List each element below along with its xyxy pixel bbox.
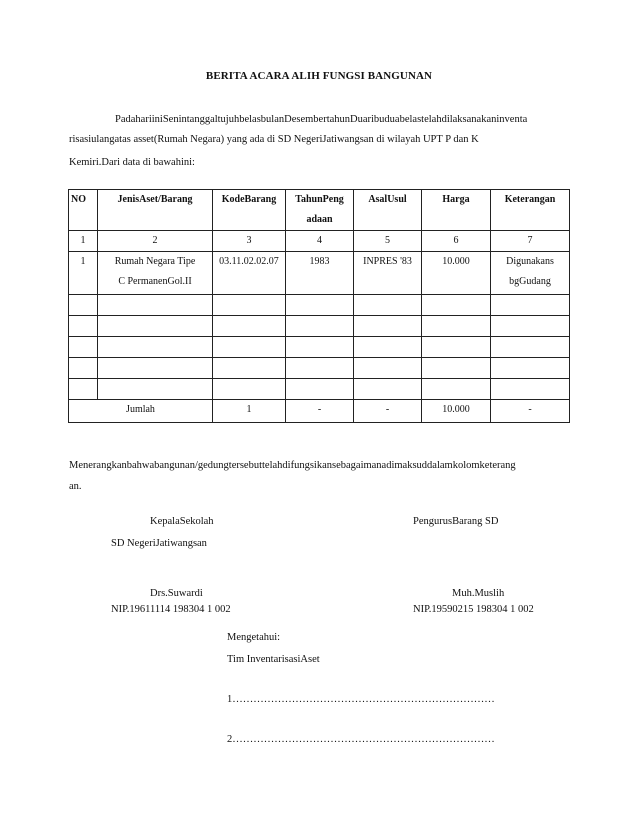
cell-no: 1 [69, 252, 98, 295]
cell-tahun: 1983 [286, 252, 354, 295]
acknowledge-label: Mengetahui: [227, 632, 281, 643]
total-asal: - [354, 400, 422, 423]
cell-jenis [98, 252, 213, 295]
col-number: 5 [354, 231, 422, 252]
table-header-row [69, 190, 570, 231]
document-title: BERITA ACARA ALIH FUNGSI BANGUNAN [205, 70, 433, 82]
header-kode: KodeBarang [213, 190, 286, 231]
right-signatory-nip: NIP.19590215 198304 1 002 [413, 604, 534, 615]
col-number: 6 [422, 231, 491, 252]
cell-ket-line2: bgGudang [509, 276, 551, 287]
cell-kode: 03.11.02.02.07 [213, 252, 286, 295]
cell-ket-line1: Digunakans [506, 256, 554, 267]
intro-line-3: Kemiri.Dari data di bawahini: [69, 157, 195, 168]
left-signatory-nip: NIP.19611114 198304 1 002 [111, 604, 231, 615]
table-row-empty [69, 379, 570, 400]
table-row-empty [69, 295, 570, 316]
intro-line-2: risasiulangatas asset(Rumah Negara) yang ada di SD NegeriJatiwangsan di wilayah UPT P dan K [69, 134, 479, 145]
statement-line-1: Menerangkanbahwabangunan/gedungtersebuttelahdifungsikansebagaimanadimaksuddalamkolomketerang [69, 460, 516, 471]
header-tahun: TahunPeng adaan [286, 190, 354, 231]
table-number-row [69, 231, 570, 252]
cell-jenis-line2: C PermanenGol.II [118, 276, 192, 287]
col-number: 2 [98, 231, 213, 252]
left-signatory-org: SD NegeriJatiwangsan [111, 538, 207, 549]
header-harga: Harga [422, 190, 491, 231]
cell-keterangan [491, 252, 570, 295]
table-total-row [69, 400, 570, 423]
header-jenis: JenisAset/Barang [98, 190, 213, 231]
col-number: 3 [213, 231, 286, 252]
left-signatory-role: KepalaSekolah [150, 516, 214, 527]
team-member-1-line: 1………………………………………………………………… [227, 694, 495, 705]
asset-table [68, 189, 570, 423]
acknowledge-team: Tim InventarisasiAset [227, 654, 320, 665]
right-signatory-role: PengurusBarang SD [413, 516, 499, 527]
col-number: 4 [286, 231, 354, 252]
right-signatory-name: Muh.Muslih [452, 588, 505, 599]
total-ket: - [491, 400, 570, 423]
table-row-empty [69, 358, 570, 379]
header-keterangan: Keterangan [491, 190, 570, 231]
total-kode: 1 [213, 400, 286, 423]
col-number: 1 [69, 231, 98, 252]
total-harga: 10.000 [422, 400, 491, 423]
team-member-2-line: 2………………………………………………………………… [227, 734, 495, 745]
header-asal: AsalUsul [354, 190, 422, 231]
total-label: Jumlah [69, 400, 213, 423]
col-number: 7 [491, 231, 570, 252]
table-row [69, 252, 570, 295]
table-row-empty [69, 316, 570, 337]
left-signatory-name: Drs.Suwardi [150, 588, 203, 599]
cell-jenis-line1: Rumah Negara Tipe [114, 256, 196, 267]
table-row-empty [69, 337, 570, 358]
cell-harga: 10.000 [422, 252, 491, 295]
header-no: NO [69, 190, 98, 231]
total-tahun: - [286, 400, 354, 423]
statement-line-2: an. [69, 481, 82, 492]
cell-asal: INPRES '83 [354, 252, 422, 295]
intro-line-1: PadahariiniSenintanggaltujuhbelasbulanDesembertahunDuaribuduabelastelahdilaksanakaninventa [115, 114, 528, 125]
